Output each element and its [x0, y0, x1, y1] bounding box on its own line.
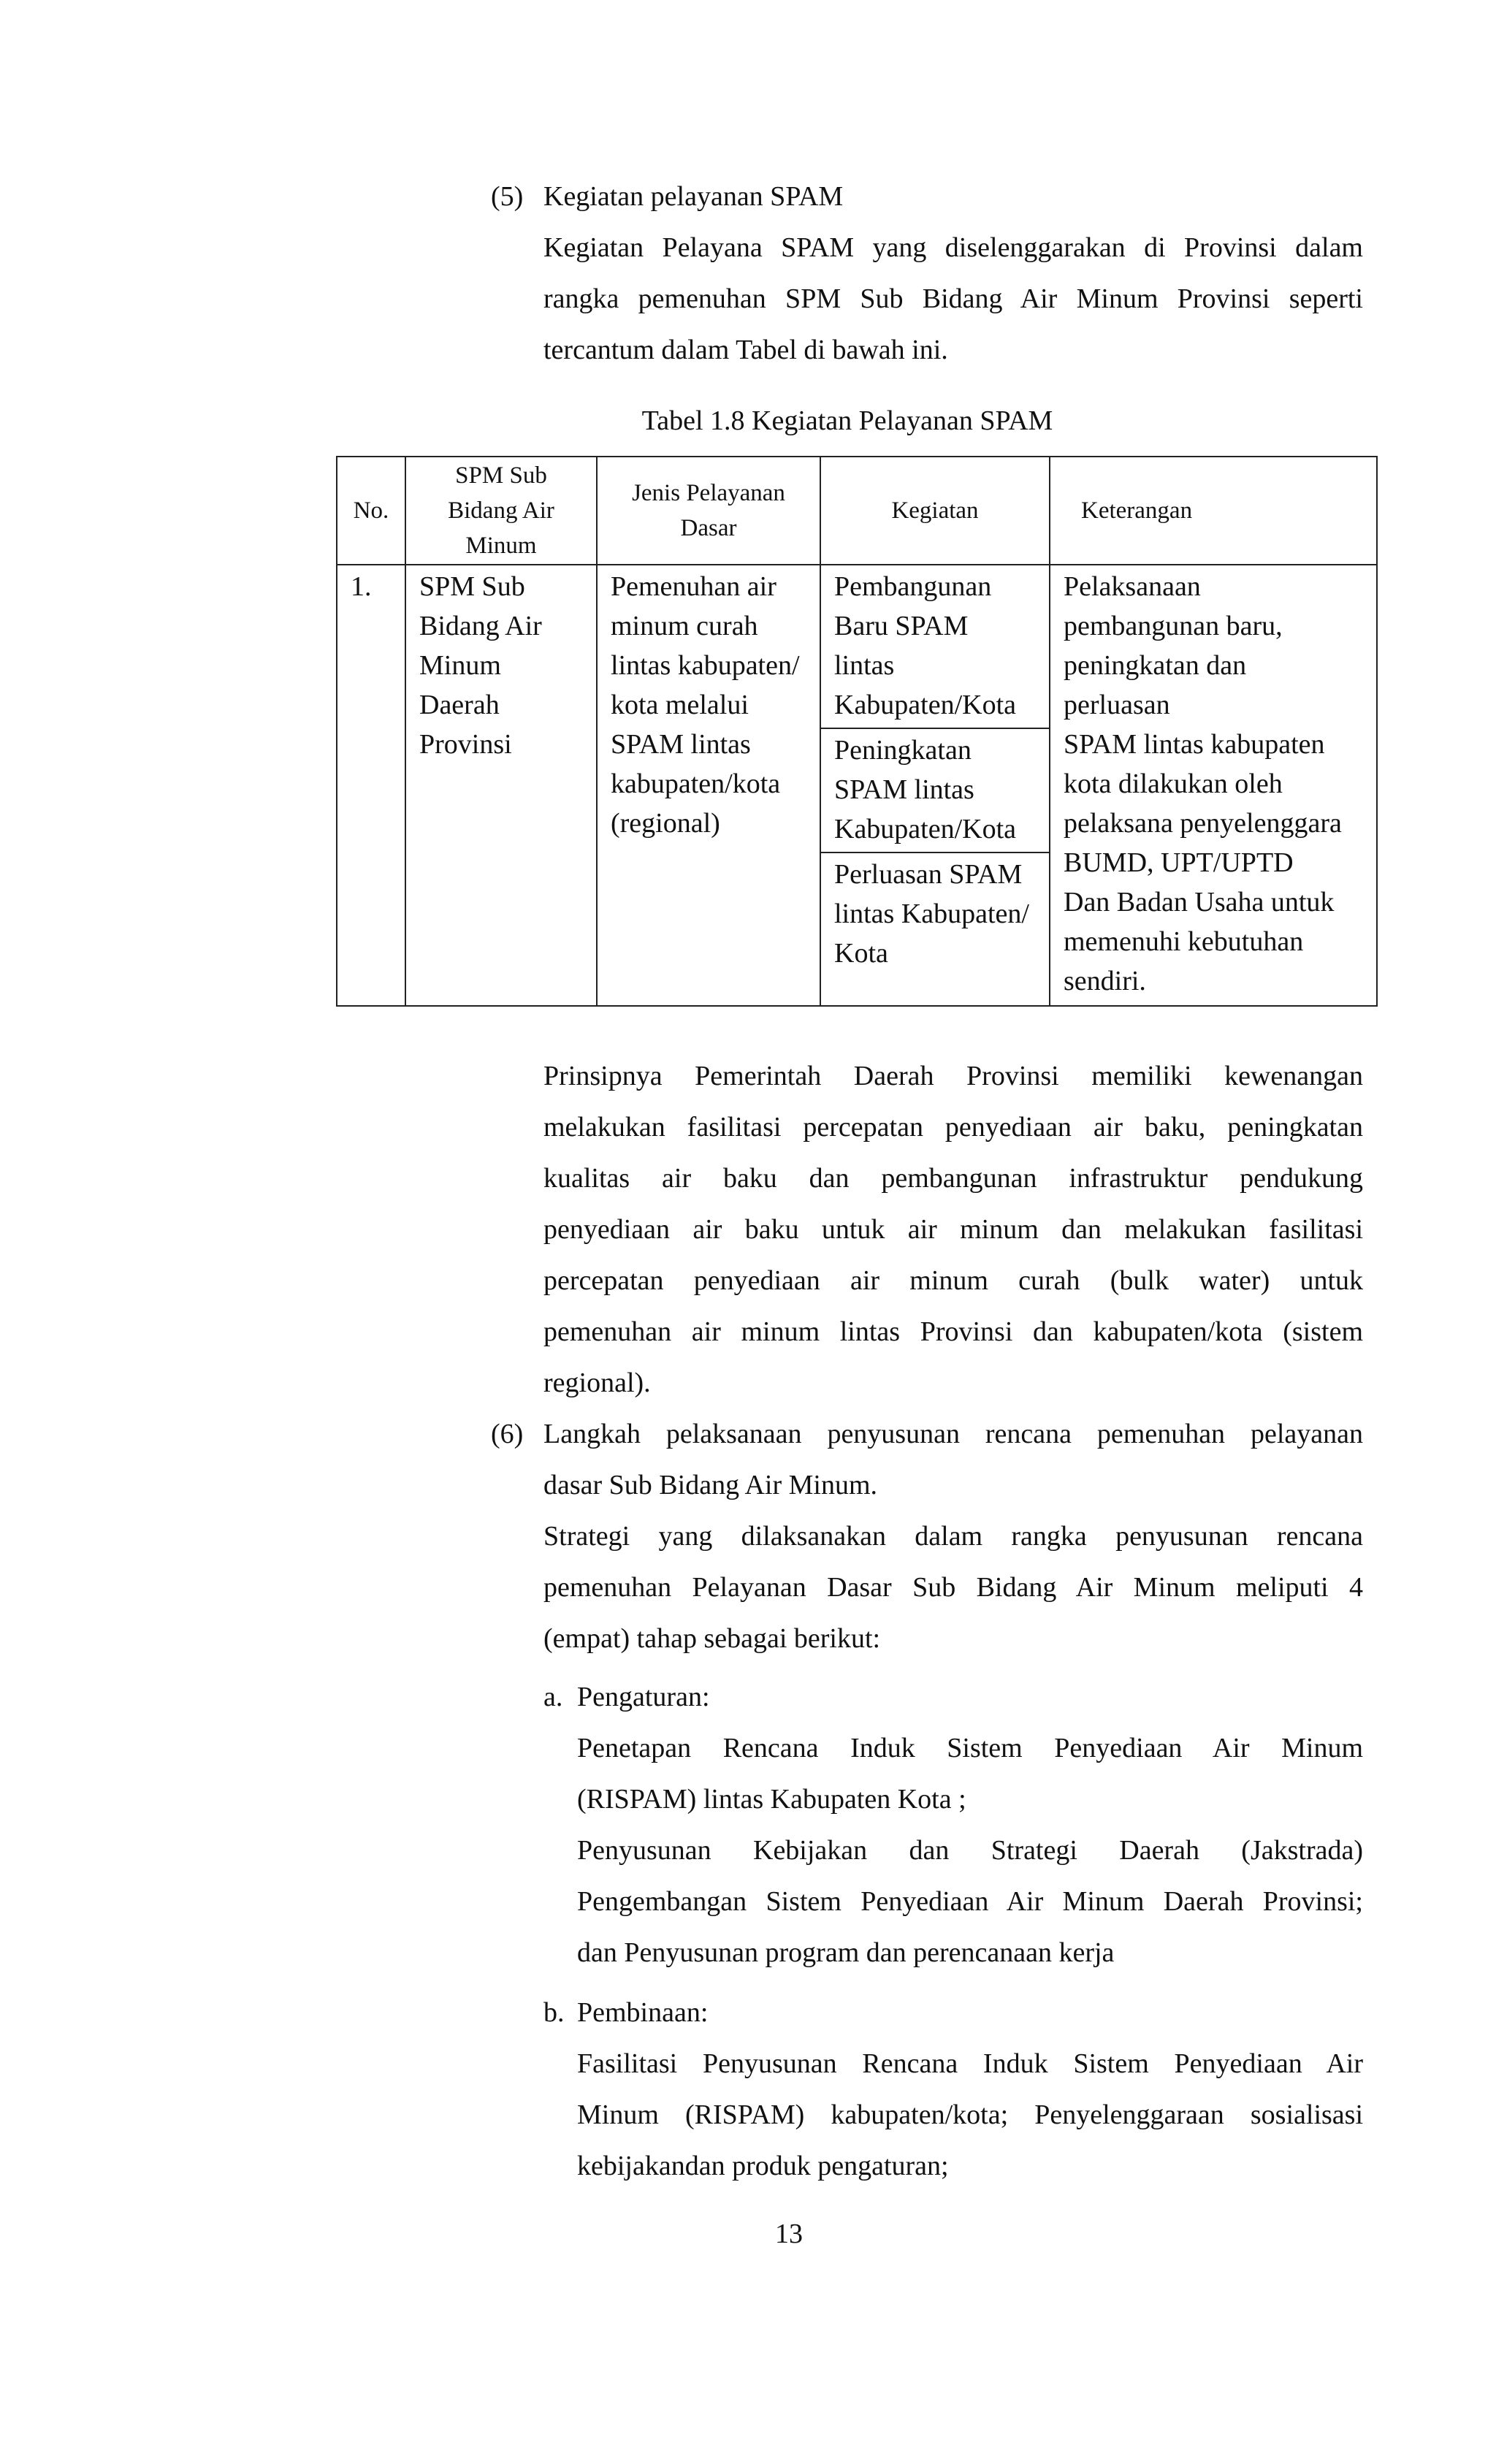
section-6-line: dasar Sub Bidang Air Minum.: [543, 1470, 878, 1500]
section-5-line: tercantum dalam Tabel di bawah ini.: [543, 335, 948, 365]
table-row: [337, 565, 1377, 1006]
header-no: No.: [337, 457, 405, 565]
strategy-line: Strategi yang dilaksanakan dalam rangka penyusunan rencana: [543, 1521, 1363, 1552]
item-a-line: Penetapan Rencana Induk Sistem Penyediaan Air Minum: [577, 1733, 1363, 1763]
item-a-marker: a.: [543, 1682, 563, 1712]
section-5-number: (5): [491, 181, 524, 212]
paragraph-prinsip-line: percepatan penyediaan air minum curah (bulk water) untuk: [543, 1265, 1363, 1296]
table-caption: Tabel 1.8 Kegiatan Pelayanan SPAM: [641, 405, 1053, 436]
item-b-line: Fasilitasi Penyusunan Rencana Induk Sistem Penyediaan Air: [577, 2048, 1363, 2079]
item-a-line: (RISPAM) lintas Kabupaten Kota ;: [577, 1784, 966, 1815]
spam-table: [336, 456, 1378, 1007]
paragraph-prinsip-line: regional).: [543, 1368, 651, 1398]
paragraph-prinsip-line: Prinsipnya Pemerintah Daerah Provinsi memiliki kewenangan: [543, 1061, 1363, 1091]
header-kegiatan: Kegiatan: [820, 457, 1050, 565]
page-number: 13: [775, 2219, 803, 2249]
paragraph-prinsip-line: penyediaan air baku untuk air minum dan melakukan fasilitasi: [543, 1214, 1363, 1245]
header-spm: SPM Sub Bidang Air Minum: [405, 457, 597, 565]
item-b-line: Minum (RISPAM) kabupaten/kota; Penyelenggaraan sosialisasi: [577, 2099, 1363, 2130]
cell-jenis-pelayanan: Pemenuhan air minum curah lintas kabupaten/ kota melalui SPAM lintas kabupaten/kota (regional): [597, 565, 820, 1006]
cell-spm: SPM Sub Bidang Air Minum Daerah Provinsi: [405, 565, 597, 1006]
item-a-line: Pengembangan Sistem Penyediaan Air Minum Daerah Provinsi;: [577, 1886, 1363, 1917]
header-jenis-pelayanan: Jenis Pelayanan Dasar: [597, 457, 820, 565]
section-5-line: Kegiatan Pelayana SPAM yang diselenggarakan di Provinsi dalam: [543, 232, 1363, 263]
header-keterangan: Keterangan: [1050, 457, 1377, 565]
paragraph-prinsip-line: pemenuhan air minum lintas Provinsi dan kabupaten/kota (sistem: [543, 1316, 1363, 1347]
item-b-marker: b.: [543, 1997, 565, 2028]
strategy-line: pemenuhan Pelayanan Dasar Sub Bidang Air Minum meliputi 4: [543, 1572, 1363, 1603]
kegiatan-item: Pembangunan Baru SPAM lintas Kabupaten/Kota: [821, 565, 1049, 729]
section-5-title: Kegiatan pelayanan SPAM: [543, 181, 844, 212]
kegiatan-item: Peningkatan SPAM lintas Kabupaten/Kota: [821, 729, 1049, 853]
strategy-line: (empat) tahap sebagai berikut:: [543, 1623, 881, 1654]
item-a-title: Pengaturan:: [577, 1682, 710, 1712]
section-6-number: (6): [491, 1419, 524, 1449]
item-a-line: dan Penyusunan program dan perencanaan kerja: [577, 1937, 1115, 1968]
paragraph-prinsip-line: kualitas air baku dan pembangunan infrastruktur pendukung: [543, 1163, 1363, 1194]
cell-keterangan: Pelaksanaan pembangunan baru, peningkatan dan perluasan SPAM lintas kabupaten kota dilakukan oleh pelaksana penyelenggara BUMD, UPT/UPTD Dan Badan Usaha untuk memenuhi kebutuhan sendiri.: [1050, 565, 1377, 1006]
section-5-line: rangka pemenuhan SPM Sub Bidang Air Minum Provinsi seperti: [543, 283, 1363, 314]
cell-kegiatan: [820, 565, 1050, 1006]
kegiatan-item: Perluasan SPAM lintas Kabupaten/ Kota: [834, 859, 1029, 969]
item-b-title: Pembinaan:: [577, 1997, 709, 2028]
item-a-line: Penyusunan Kebijakan dan Strategi Daerah (Jakstrada): [577, 1835, 1363, 1866]
table-header-row: [337, 457, 1377, 565]
cell-no: 1.: [337, 565, 405, 1006]
item-b-line: kebijakandan produk pengaturan;: [577, 2151, 949, 2181]
section-6-line: Langkah pelaksanaan penyusunan rencana pemenuhan pelayanan: [543, 1419, 1363, 1449]
paragraph-prinsip-line: melakukan fasilitasi percepatan penyediaan air baku, peningkatan: [543, 1112, 1363, 1143]
